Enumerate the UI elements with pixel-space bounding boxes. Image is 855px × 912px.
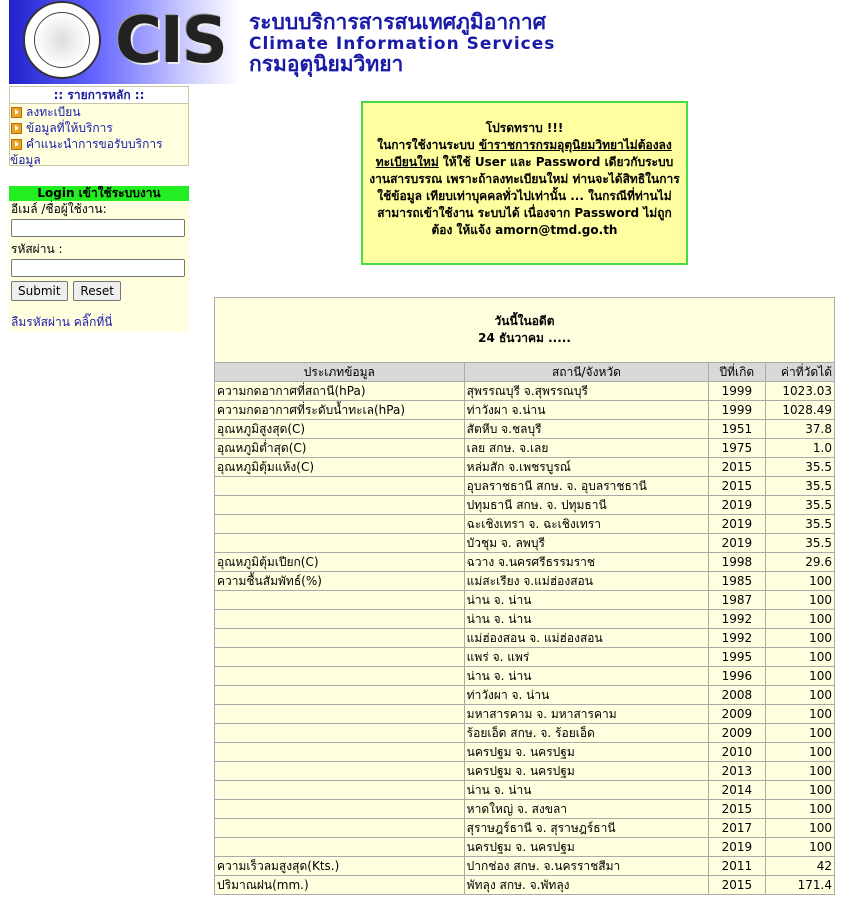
login-buttons xyxy=(9,281,189,301)
cell-type: ความกดอากาศที่ระดับน้ำทะเล(hPa) xyxy=(215,401,465,420)
cell-station: นครปฐม จ. นครปฐม xyxy=(464,838,709,857)
arrow-bullet-icon xyxy=(11,123,22,134)
cell-value: 100 xyxy=(765,781,834,800)
cell-value: 100 xyxy=(765,819,834,838)
cell-value: 37.8 xyxy=(765,420,834,439)
cell-station: นครปฐม จ. นครปฐม xyxy=(464,762,709,781)
table-row xyxy=(215,458,835,477)
cell-station: สุพรรณบุรี จ.สุพรรณบุรี xyxy=(464,382,709,401)
menu-item-register[interactable] xyxy=(10,104,188,120)
cell-value: 100 xyxy=(765,838,834,857)
table-row xyxy=(215,724,835,743)
tmd-seal-logo xyxy=(23,1,101,79)
cell-year: 2010 xyxy=(709,743,765,762)
table-row xyxy=(215,439,835,458)
table-row xyxy=(215,591,835,610)
cell-value: 35.5 xyxy=(765,534,834,553)
cell-year: 1992 xyxy=(709,610,765,629)
cell-type xyxy=(215,781,465,800)
cell-type xyxy=(215,534,465,553)
cell-type xyxy=(215,819,465,838)
cell-value: 100 xyxy=(765,800,834,819)
cell-type xyxy=(215,800,465,819)
cell-type: ปริมาณฝน(mm.) xyxy=(215,876,465,895)
cell-year: 1998 xyxy=(709,553,765,572)
password-label: รหัสผ่าน : xyxy=(11,242,63,256)
cell-type xyxy=(215,591,465,610)
cell-year: 2008 xyxy=(709,686,765,705)
seal-emblem xyxy=(34,12,90,68)
username-label: อีเมล์ /ชื่อผู้ใช้งาน: xyxy=(11,202,107,216)
menu-item-label: ลงทะเบียน xyxy=(26,105,81,119)
cell-station: หาดใหญ่ จ. สงขลา xyxy=(464,800,709,819)
main-menu xyxy=(9,86,189,166)
table-header-row xyxy=(215,363,835,382)
cell-year: 2009 xyxy=(709,705,765,724)
table-row xyxy=(215,838,835,857)
department-name: กรมอุตุนิยมวิทยา xyxy=(249,52,404,76)
cell-station: น่าน จ. น่าน xyxy=(464,591,709,610)
menu-item-service-guide[interactable] xyxy=(10,136,188,168)
site-title-english: Climate Information Services xyxy=(249,34,556,54)
table-row xyxy=(215,648,835,667)
cell-year: 2017 xyxy=(709,819,765,838)
username-input[interactable] xyxy=(11,219,185,237)
cell-value: 100 xyxy=(765,591,834,610)
cell-year: 1999 xyxy=(709,382,765,401)
login-panel xyxy=(9,186,189,332)
menu-item-label: คำแนะนำการขอรับบริการข้อมูล xyxy=(10,137,163,167)
table-row xyxy=(215,705,835,724)
cell-station: ปทุมธานี สกษ. จ. ปทุมธานี xyxy=(464,496,709,515)
cell-type xyxy=(215,629,465,648)
col-header-year: ปีที่เกิด xyxy=(709,363,765,382)
cell-station: สุราษฎร์ธานี จ. สุราษฎร์ธานี xyxy=(464,819,709,838)
cell-value: 100 xyxy=(765,762,834,781)
cell-type xyxy=(215,610,465,629)
cell-year: 2014 xyxy=(709,781,765,800)
cell-type xyxy=(215,724,465,743)
cell-value: 35.5 xyxy=(765,458,834,477)
submit-button[interactable]: Submit xyxy=(11,281,68,301)
cell-type xyxy=(215,648,465,667)
cell-station: เลย สกษ. จ.เลย xyxy=(464,439,709,458)
cell-value: 100 xyxy=(765,572,834,591)
cell-value: 35.5 xyxy=(765,477,834,496)
cell-station: ร้อยเอ็ด สกษ. จ. ร้อยเอ็ด xyxy=(464,724,709,743)
arrow-bullet-icon xyxy=(11,139,22,150)
cell-year: 1999 xyxy=(709,401,765,420)
cell-type xyxy=(215,496,465,515)
cell-station: แพร่ จ. แพร่ xyxy=(464,648,709,667)
cell-year: 1985 xyxy=(709,572,765,591)
cell-type xyxy=(215,477,465,496)
cell-type xyxy=(215,686,465,705)
site-header xyxy=(9,0,589,84)
table-caption-title: วันนี้ในอดีต xyxy=(494,314,555,328)
cell-type: ความชื้นสัมพัทธ์(%) xyxy=(215,572,465,591)
cell-year: 1996 xyxy=(709,667,765,686)
notice-heading: โปรดทราบ !!! xyxy=(485,121,564,135)
cell-station: หล่มสัก จ.เพชรบูรณ์ xyxy=(464,458,709,477)
cell-year: 2015 xyxy=(709,458,765,477)
notice-box xyxy=(361,101,688,265)
cell-value: 100 xyxy=(765,648,834,667)
cell-year: 1995 xyxy=(709,648,765,667)
cell-value: 35.5 xyxy=(765,496,834,515)
cell-value: 100 xyxy=(765,686,834,705)
table-row xyxy=(215,686,835,705)
notice-text-underlined: ข้าราชการกรมอุตุนิยมวิทยาไม่ต้องลงทะเบียนใหม่ xyxy=(375,138,672,169)
cell-value: 100 xyxy=(765,743,834,762)
cell-type: อุณหภูมิต่ำสุด(C) xyxy=(215,439,465,458)
table-row xyxy=(215,876,835,895)
cell-value: 35.5 xyxy=(765,515,834,534)
forgot-password-link[interactable]: ลืมรหัสผ่าน คลิ๊กที่นี่ xyxy=(11,315,113,329)
cell-type xyxy=(215,515,465,534)
cell-station: แม่ฮ่องสอน จ. แม่ฮ่องสอน xyxy=(464,629,709,648)
cell-year: 2019 xyxy=(709,515,765,534)
table-row xyxy=(215,515,835,534)
cell-station: น่าน จ. น่าน xyxy=(464,610,709,629)
cell-type: อุณหภูมิสูงสุด(C) xyxy=(215,420,465,439)
notice-text-1: ในการใช้งานระบบ xyxy=(377,138,479,152)
table-row xyxy=(215,572,835,591)
cell-type xyxy=(215,667,465,686)
table-row xyxy=(215,629,835,648)
cell-station: แม่สะเรียง จ.แม่ฮ่องสอน xyxy=(464,572,709,591)
cell-station: น่าน จ. น่าน xyxy=(464,667,709,686)
cell-station: สัตหีบ จ.ชลบุรี xyxy=(464,420,709,439)
cell-station: ปากช่อง สกษ. จ.นครราชสีมา xyxy=(464,857,709,876)
cell-type xyxy=(215,743,465,762)
table-body xyxy=(215,382,835,895)
table-caption xyxy=(215,298,835,363)
cell-value: 100 xyxy=(765,705,834,724)
cell-station: ฉวาง จ.นครศรีธรรมราช xyxy=(464,553,709,572)
reset-button[interactable]: Reset xyxy=(73,281,121,301)
cell-year: 2019 xyxy=(709,496,765,515)
table-row xyxy=(215,401,835,420)
site-title-thai: ระบบบริการสารสนเทศภูมิอากาศ xyxy=(249,10,546,34)
cell-year: 2015 xyxy=(709,800,765,819)
cell-type xyxy=(215,705,465,724)
table-row xyxy=(215,477,835,496)
table-row xyxy=(215,819,835,838)
table-row xyxy=(215,667,835,686)
cell-year: 1951 xyxy=(709,420,765,439)
table-row xyxy=(215,857,835,876)
login-title: Login เข้าใช้ระบบงาน xyxy=(9,186,189,201)
cell-value: 100 xyxy=(765,724,834,743)
cell-type: ความเร็วลมสูงสุด(Kts.) xyxy=(215,857,465,876)
table-row xyxy=(215,762,835,781)
notice-text-2: ให้ใช้ User และ Password เดียวกับระบบงานสารบรรณ เพราะถ้าลงทะเบียนใหม่ ท่านจะได้สิทธิในการใช้ข้อมูล เทียบเท่าบุคคลทั่วไปเท่านั้น ... ในกรณีที่ท่านไม่สามารถเข้าใช้งาน ระบบได้ เนื่องจาก Password ไม่ถูกต้อง ให้แจ้ง amorn@tmd.go.th xyxy=(369,155,680,237)
col-header-value: ค่าที่วัดได้ xyxy=(765,363,834,382)
cell-value: 1028.49 xyxy=(765,401,834,420)
cell-year: 2015 xyxy=(709,477,765,496)
cell-year: 1987 xyxy=(709,591,765,610)
table-row xyxy=(215,800,835,819)
cell-year: 2013 xyxy=(709,762,765,781)
table-row xyxy=(215,553,835,572)
cell-station: พัทลุง สกษ. จ.พัทลุง xyxy=(464,876,709,895)
table-row xyxy=(215,496,835,515)
table-row xyxy=(215,534,835,553)
cell-value: 1.0 xyxy=(765,439,834,458)
cell-station: ท่าวังผา จ. น่าน xyxy=(464,686,709,705)
cell-value: 42 xyxy=(765,857,834,876)
cell-type xyxy=(215,838,465,857)
cell-value: 29.6 xyxy=(765,553,834,572)
table-row xyxy=(215,781,835,800)
today-in-history-table xyxy=(214,297,835,895)
main-menu-title: :: รายการหลัก :: xyxy=(10,87,188,104)
table-row xyxy=(215,743,835,762)
cell-station: บัวชุม จ. ลพบุรี xyxy=(464,534,709,553)
cell-type xyxy=(215,762,465,781)
notice-body xyxy=(369,137,680,239)
cell-station: มหาสารคาม จ. มหาสารคาม xyxy=(464,705,709,724)
table-row xyxy=(215,382,835,401)
cell-year: 1992 xyxy=(709,629,765,648)
cell-year: 2009 xyxy=(709,724,765,743)
cell-year: 2019 xyxy=(709,534,765,553)
cell-value: 100 xyxy=(765,610,834,629)
cell-value: 100 xyxy=(765,667,834,686)
cis-logo: CIS xyxy=(115,4,226,78)
cell-value: 100 xyxy=(765,629,834,648)
cell-value: 171.4 xyxy=(765,876,834,895)
password-input[interactable] xyxy=(11,259,185,277)
table-caption-row xyxy=(215,298,835,363)
table-row xyxy=(215,610,835,629)
cell-type: ความกดอากาศที่สถานี(hPa) xyxy=(215,382,465,401)
table-caption-date: 24 ธันวาคม ..... xyxy=(478,331,571,345)
menu-item-label: ข้อมูลที่ให้บริการ xyxy=(26,121,113,135)
menu-item-services-data[interactable] xyxy=(10,120,188,136)
cell-year: 2011 xyxy=(709,857,765,876)
cell-station: ฉะเชิงเทรา จ. ฉะเชิงเทรา xyxy=(464,515,709,534)
cell-station: นครปฐม จ. นครปฐม xyxy=(464,743,709,762)
col-header-type: ประเภทข้อมูล xyxy=(215,363,465,382)
cell-year: 1975 xyxy=(709,439,765,458)
table-row xyxy=(215,420,835,439)
cell-year: 2019 xyxy=(709,838,765,857)
cell-year: 2015 xyxy=(709,876,765,895)
cell-value: 1023.03 xyxy=(765,382,834,401)
cell-type: อุณหภูมิตุ้มแห้ง(C) xyxy=(215,458,465,477)
cell-station: น่าน จ. น่าน xyxy=(464,781,709,800)
arrow-bullet-icon xyxy=(11,107,22,118)
cell-type: อุณหภูมิตุ้มเปียก(C) xyxy=(215,553,465,572)
cell-station: อุบลราชธานี สกษ. จ. อุบลราชธานี xyxy=(464,477,709,496)
cell-station: ท่าวังผา จ.น่าน xyxy=(464,401,709,420)
col-header-station: สถานี/จังหวัด xyxy=(464,363,709,382)
